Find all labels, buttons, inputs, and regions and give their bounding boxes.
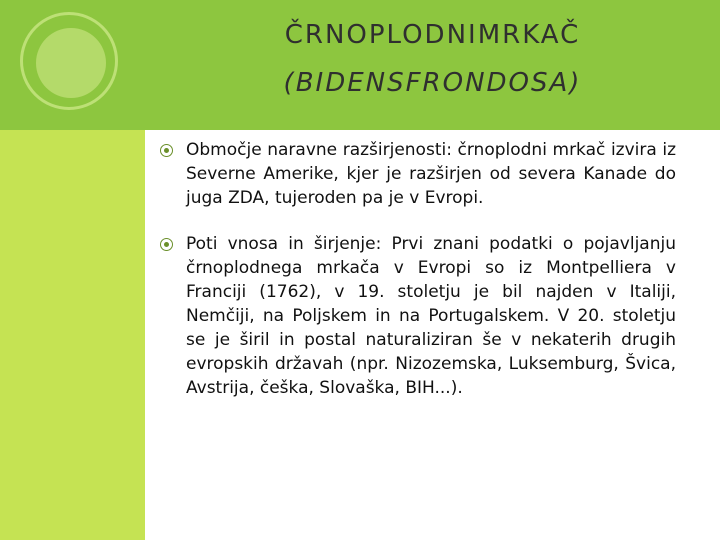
circle-bullet-icon [160,144,173,157]
circle-bullet-icon [160,238,173,251]
title-line-2: (BIDENSFRONDOSA) [283,68,582,98]
bullet-text: Območje naravne razširjenosti: črnoplodni mrkač izvira iz Severne Amerike, kjer je razširjen od severa Kanade do juga ZDA, tujeroden pa je v Evropi. [186,140,676,208]
decorative-circle-icon [36,28,106,98]
title-line-1: ČRNOPLODNIMRKAČ [284,20,581,50]
bullet-item [158,232,676,400]
slide-title [145,18,720,100]
slide-content [158,138,676,422]
bullet-text: Poti vnosa in širjenje: Prvi znani podatki o pojavljanju črnoplodnega mrkača v Evropi so iz Montpelliera v Franciji (1762), v 19. stoletju je bil najden v Italiji, Nemčiji, na Poljskem in na Portugalskem. V 20. stoletju se je širil in postal naturaliziran še v nekaterih drugih evropskih državah (npr. Nizozemska, Luksemburg, Švica, Avstrija, češka, Slovaška, BIH...). [186,234,676,398]
bullet-item [158,138,676,210]
